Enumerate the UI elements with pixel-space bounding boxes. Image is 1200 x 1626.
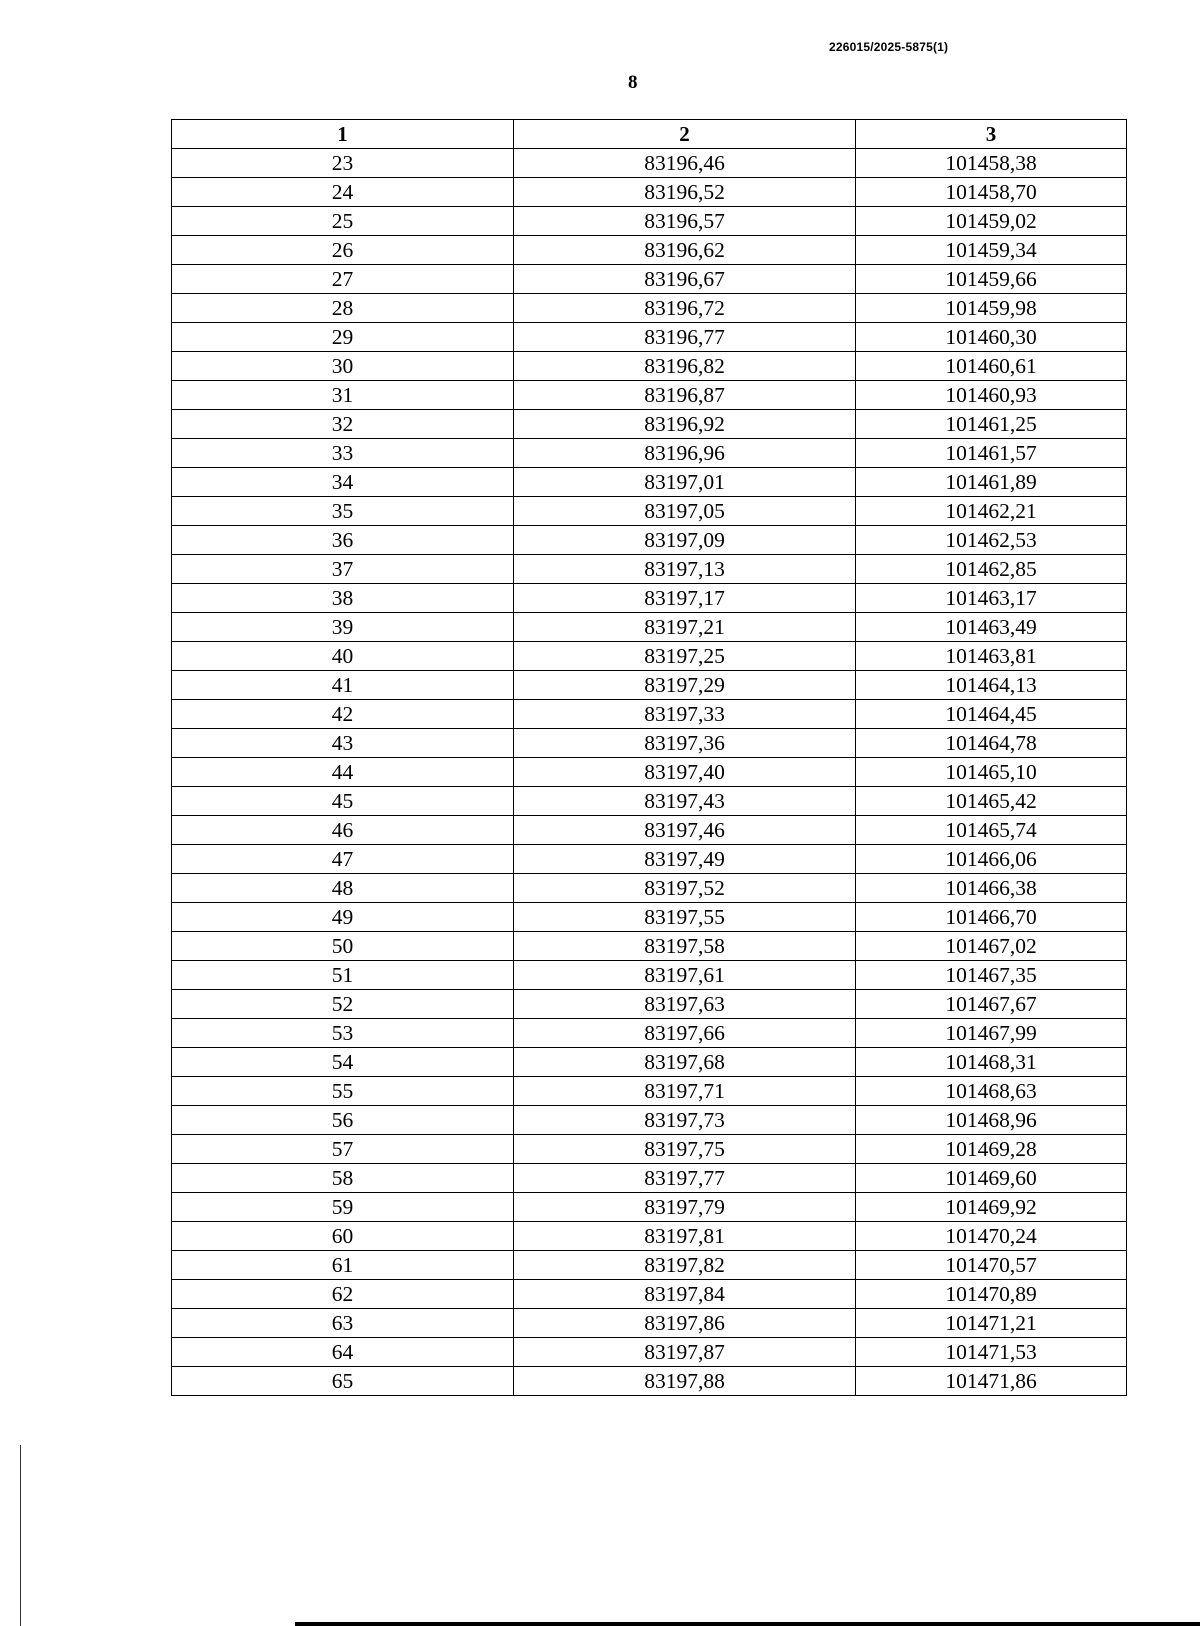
- table-cell-col-2: 83196,57: [514, 207, 856, 236]
- table-cell-col-2: 83197,52: [514, 874, 856, 903]
- table-cell-col-3: 101459,34: [856, 236, 1127, 265]
- table-cell-col-1: 42: [172, 700, 514, 729]
- table-cell-col-2: 83197,49: [514, 845, 856, 874]
- table-row: [172, 903, 1127, 932]
- table-cell-col-2: 83197,43: [514, 787, 856, 816]
- table-row: [172, 439, 1127, 468]
- table-row: [172, 381, 1127, 410]
- table-cell-col-1: 50: [172, 932, 514, 961]
- table-row: [172, 1164, 1127, 1193]
- table-cell-col-3: 101462,85: [856, 555, 1127, 584]
- table-cell-col-2: 83197,81: [514, 1222, 856, 1251]
- table-row: [172, 1309, 1127, 1338]
- table-cell-col-2: 83197,09: [514, 526, 856, 555]
- table-cell-col-2: 83197,73: [514, 1106, 856, 1135]
- table-cell-col-3: 101471,86: [856, 1367, 1127, 1396]
- table-cell-col-3: 101468,31: [856, 1048, 1127, 1077]
- table-cell-col-3: 101466,38: [856, 874, 1127, 903]
- table-row: [172, 352, 1127, 381]
- table-header-row: [172, 120, 1127, 149]
- table-row: [172, 236, 1127, 265]
- table-cell-col-2: 83196,67: [514, 265, 856, 294]
- table-cell-col-1: 56: [172, 1106, 514, 1135]
- table-row: [172, 323, 1127, 352]
- table-cell-col-2: 83197,25: [514, 642, 856, 671]
- table-cell-col-1: 65: [172, 1367, 514, 1396]
- table-cell-col-3: 101467,67: [856, 990, 1127, 1019]
- table-cell-col-3: 101467,02: [856, 932, 1127, 961]
- table-cell-col-2: 83196,46: [514, 149, 856, 178]
- table-row: [172, 207, 1127, 236]
- table-row: [172, 613, 1127, 642]
- table-cell-col-3: 101467,35: [856, 961, 1127, 990]
- table-cell-col-1: 43: [172, 729, 514, 758]
- table-row: [172, 816, 1127, 845]
- table-cell-col-2: 83196,62: [514, 236, 856, 265]
- table-cell-col-3: 101461,25: [856, 410, 1127, 439]
- scan-bottom-bar: [295, 1622, 1200, 1626]
- column-header-3: 3: [856, 120, 1127, 149]
- table-cell-col-3: 101463,49: [856, 613, 1127, 642]
- table-cell-col-1: 30: [172, 352, 514, 381]
- table-cell-col-1: 36: [172, 526, 514, 555]
- table-cell-col-3: 101468,63: [856, 1077, 1127, 1106]
- table-cell-col-2: 83197,86: [514, 1309, 856, 1338]
- table-cell-col-2: 83197,46: [514, 816, 856, 845]
- table-cell-col-1: 35: [172, 497, 514, 526]
- table-cell-col-3: 101465,74: [856, 816, 1127, 845]
- table-cell-col-1: 52: [172, 990, 514, 1019]
- table-row: [172, 874, 1127, 903]
- table-cell-col-2: 83197,68: [514, 1048, 856, 1077]
- table-cell-col-3: 101459,66: [856, 265, 1127, 294]
- table-cell-col-2: 83196,72: [514, 294, 856, 323]
- table-cell-col-2: 83197,66: [514, 1019, 856, 1048]
- table-cell-col-1: 62: [172, 1280, 514, 1309]
- table-cell-col-3: 101458,70: [856, 178, 1127, 207]
- table-cell-col-3: 101471,21: [856, 1309, 1127, 1338]
- table-cell-col-3: 101470,89: [856, 1280, 1127, 1309]
- table-row: [172, 1019, 1127, 1048]
- table-cell-col-1: 34: [172, 468, 514, 497]
- table-cell-col-1: 59: [172, 1193, 514, 1222]
- table-cell-col-2: 83197,21: [514, 613, 856, 642]
- table-cell-col-1: 61: [172, 1251, 514, 1280]
- table-cell-col-2: 83197,63: [514, 990, 856, 1019]
- table-cell-col-2: 83197,75: [514, 1135, 856, 1164]
- table-row: [172, 178, 1127, 207]
- table-cell-col-1: 57: [172, 1135, 514, 1164]
- table-row: [172, 1077, 1127, 1106]
- table-cell-col-2: 83197,84: [514, 1280, 856, 1309]
- coordinates-table: [171, 119, 1127, 1396]
- table-row: [172, 1280, 1127, 1309]
- table-cell-col-3: 101466,70: [856, 903, 1127, 932]
- scan-edge-line: [20, 1445, 21, 1626]
- table-row: [172, 932, 1127, 961]
- table-cell-col-1: 37: [172, 555, 514, 584]
- table-cell-col-2: 83196,96: [514, 439, 856, 468]
- table-cell-col-2: 83197,71: [514, 1077, 856, 1106]
- table-cell-col-2: 83197,13: [514, 555, 856, 584]
- table-cell-col-2: 83197,05: [514, 497, 856, 526]
- table-cell-col-3: 101464,13: [856, 671, 1127, 700]
- table-cell-col-2: 83196,52: [514, 178, 856, 207]
- table-cell-col-1: 49: [172, 903, 514, 932]
- table-cell-col-2: 83197,55: [514, 903, 856, 932]
- table-row: [172, 265, 1127, 294]
- table-cell-col-3: 101470,24: [856, 1222, 1127, 1251]
- table-row: [172, 526, 1127, 555]
- table-cell-col-1: 31: [172, 381, 514, 410]
- table-cell-col-1: 60: [172, 1222, 514, 1251]
- table-row: [172, 1338, 1127, 1367]
- table-cell-col-2: 83197,58: [514, 932, 856, 961]
- table-row: [172, 700, 1127, 729]
- table-cell-col-2: 83196,92: [514, 410, 856, 439]
- table-row: [172, 729, 1127, 758]
- table-cell-col-1: 47: [172, 845, 514, 874]
- table-cell-col-1: 64: [172, 1338, 514, 1367]
- table-cell-col-1: 48: [172, 874, 514, 903]
- table-row: [172, 149, 1127, 178]
- table-cell-col-2: 83197,87: [514, 1338, 856, 1367]
- table-cell-col-3: 101464,78: [856, 729, 1127, 758]
- table-cell-col-2: 83197,01: [514, 468, 856, 497]
- table-row: [172, 410, 1127, 439]
- table-cell-col-1: 51: [172, 961, 514, 990]
- table-cell-col-3: 101460,61: [856, 352, 1127, 381]
- table-cell-col-1: 26: [172, 236, 514, 265]
- table-cell-col-3: 101467,99: [856, 1019, 1127, 1048]
- table-cell-col-3: 101469,28: [856, 1135, 1127, 1164]
- table-cell-col-3: 101469,92: [856, 1193, 1127, 1222]
- table-cell-col-1: 44: [172, 758, 514, 787]
- table-cell-col-1: 33: [172, 439, 514, 468]
- table-header: [172, 120, 1127, 149]
- table-cell-col-3: 101466,06: [856, 845, 1127, 874]
- table-cell-col-2: 83197,77: [514, 1164, 856, 1193]
- table-cell-col-1: 45: [172, 787, 514, 816]
- table-cell-col-1: 53: [172, 1019, 514, 1048]
- table-cell-col-3: 101458,38: [856, 149, 1127, 178]
- table-cell-col-1: 63: [172, 1309, 514, 1338]
- table-cell-col-3: 101462,53: [856, 526, 1127, 555]
- table-cell-col-3: 101460,30: [856, 323, 1127, 352]
- table-cell-col-2: 83197,40: [514, 758, 856, 787]
- table-row: [172, 468, 1127, 497]
- table-cell-col-3: 101465,42: [856, 787, 1127, 816]
- table-row: [172, 758, 1127, 787]
- column-header-2: 2: [514, 120, 856, 149]
- table-cell-col-2: 83196,77: [514, 323, 856, 352]
- table-cell-col-3: 101471,53: [856, 1338, 1127, 1367]
- table-cell-col-1: 32: [172, 410, 514, 439]
- table-cell-col-1: 28: [172, 294, 514, 323]
- table-cell-col-2: 83197,17: [514, 584, 856, 613]
- table-cell-col-3: 101469,60: [856, 1164, 1127, 1193]
- table-cell-col-3: 101459,98: [856, 294, 1127, 323]
- table-cell-col-2: 83197,29: [514, 671, 856, 700]
- table-cell-col-3: 101460,93: [856, 381, 1127, 410]
- page-number: 8: [628, 72, 638, 93]
- table-cell-col-1: 40: [172, 642, 514, 671]
- table-row: [172, 497, 1127, 526]
- table-row: [172, 990, 1127, 1019]
- table-cell-col-2: 83197,36: [514, 729, 856, 758]
- table-cell-col-3: 101468,96: [856, 1106, 1127, 1135]
- table-row: [172, 1222, 1127, 1251]
- table-cell-col-1: 23: [172, 149, 514, 178]
- table-cell-col-2: 83196,87: [514, 381, 856, 410]
- table-cell-col-1: 25: [172, 207, 514, 236]
- table-cell-col-1: 39: [172, 613, 514, 642]
- table-row: [172, 961, 1127, 990]
- table-cell-col-2: 83197,82: [514, 1251, 856, 1280]
- table-row: [172, 642, 1127, 671]
- document-number: 226015/2025-5875(1): [829, 40, 949, 54]
- table-cell-col-3: 101464,45: [856, 700, 1127, 729]
- table-cell-col-2: 83197,61: [514, 961, 856, 990]
- table-body: [172, 149, 1127, 1396]
- table-cell-col-1: 54: [172, 1048, 514, 1077]
- table-row: [172, 787, 1127, 816]
- table-row: [172, 671, 1127, 700]
- table-row: [172, 1251, 1127, 1280]
- table-cell-col-2: 83197,33: [514, 700, 856, 729]
- table-row: [172, 1367, 1127, 1396]
- table-row: [172, 584, 1127, 613]
- table-row: [172, 294, 1127, 323]
- table-row: [172, 1048, 1127, 1077]
- table-cell-col-2: 83196,82: [514, 352, 856, 381]
- table-cell-col-3: 101461,57: [856, 439, 1127, 468]
- table-row: [172, 845, 1127, 874]
- table-cell-col-3: 101461,89: [856, 468, 1127, 497]
- table-cell-col-3: 101463,81: [856, 642, 1127, 671]
- table-cell-col-3: 101459,02: [856, 207, 1127, 236]
- table-cell-col-2: 83197,79: [514, 1193, 856, 1222]
- column-header-1: 1: [172, 120, 514, 149]
- table-cell-col-1: 27: [172, 265, 514, 294]
- table-cell-col-1: 38: [172, 584, 514, 613]
- table-cell-col-3: 101465,10: [856, 758, 1127, 787]
- table-cell-col-1: 46: [172, 816, 514, 845]
- table-cell-col-1: 55: [172, 1077, 514, 1106]
- table-cell-col-2: 83197,88: [514, 1367, 856, 1396]
- table-cell-col-3: 101470,57: [856, 1251, 1127, 1280]
- table-cell-col-3: 101462,21: [856, 497, 1127, 526]
- table-row: [172, 1106, 1127, 1135]
- table-cell-col-1: 58: [172, 1164, 514, 1193]
- table-row: [172, 1135, 1127, 1164]
- table-cell-col-1: 41: [172, 671, 514, 700]
- table-cell-col-1: 24: [172, 178, 514, 207]
- table-cell-col-3: 101463,17: [856, 584, 1127, 613]
- table-row: [172, 1193, 1127, 1222]
- table-row: [172, 555, 1127, 584]
- table-cell-col-1: 29: [172, 323, 514, 352]
